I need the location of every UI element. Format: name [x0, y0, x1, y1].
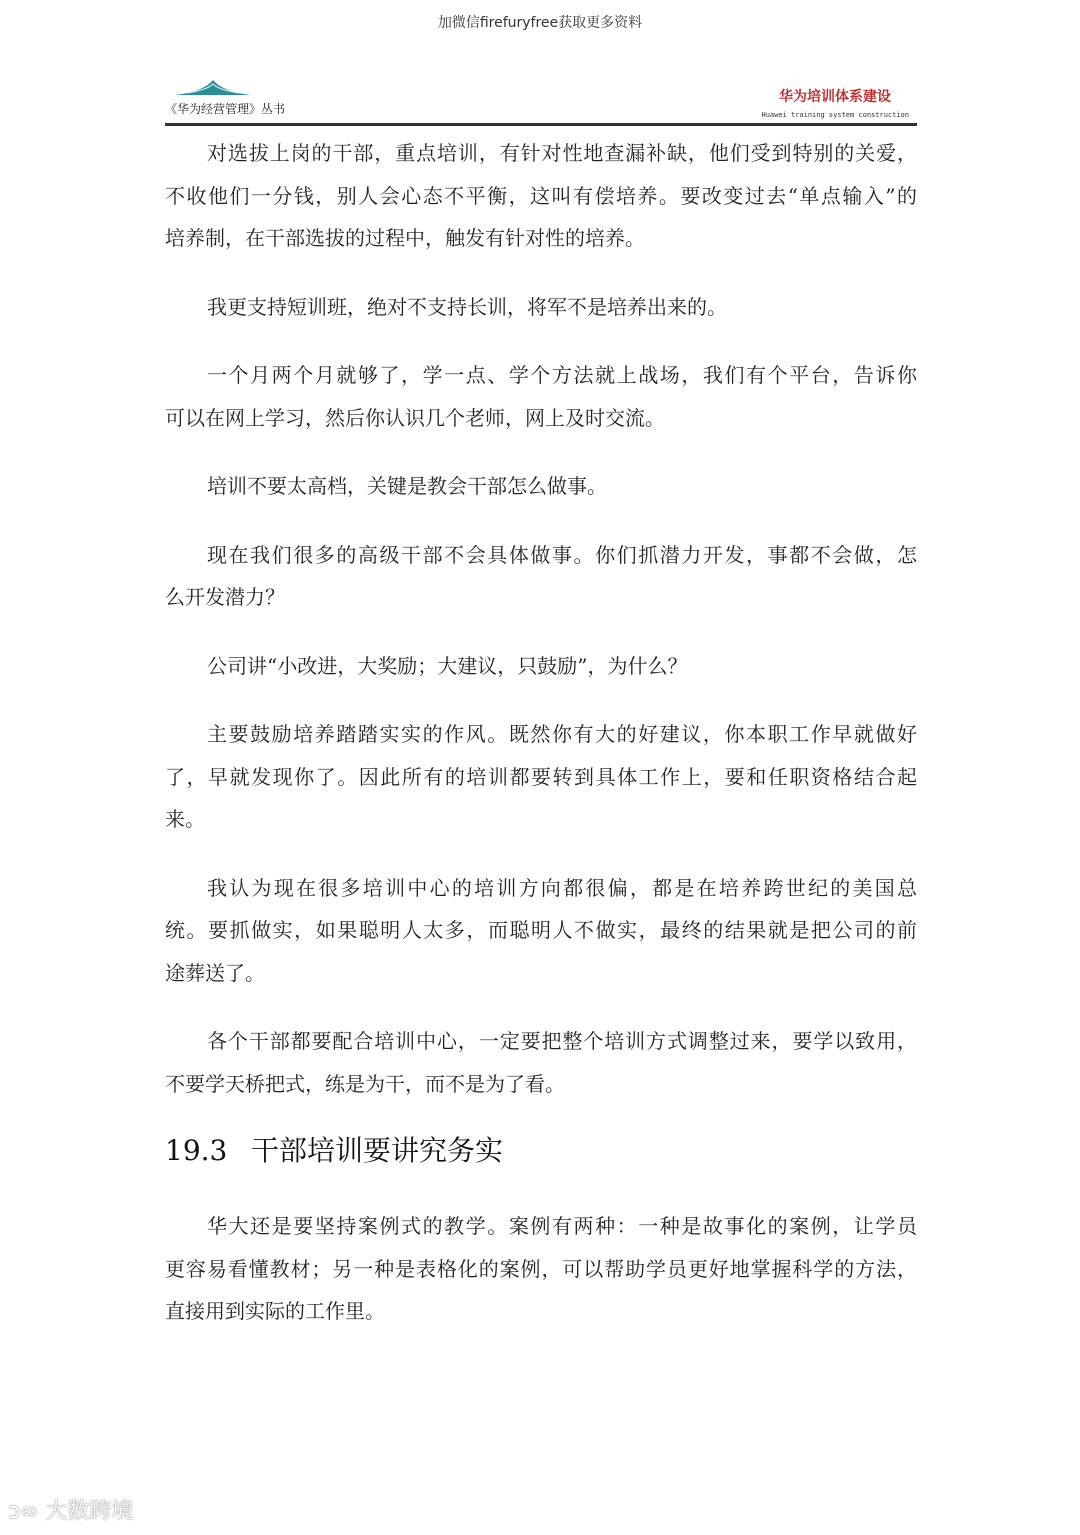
- text-line: 公司讲“小改进，大奖励；大建议，只鼓励”，为什么？: [207, 653, 688, 678]
- section-heading: [165, 1131, 917, 1171]
- text-line: 不收他们一分钱，别人会心态不平衡，这叫有偿培养。要改变过去“单点输入”的: [165, 183, 917, 208]
- paragraph: [165, 354, 917, 439]
- paragraph: [165, 645, 917, 688]
- body-text-before: [165, 132, 917, 1105]
- paragraph: [165, 1020, 917, 1105]
- page-content: [165, 132, 917, 1359]
- paragraph: [165, 1205, 917, 1333]
- page-header: [165, 78, 917, 126]
- body-text-after: [165, 1205, 917, 1333]
- paragraph: [165, 132, 917, 260]
- text-line: 我认为现在很多培训中心的培训方向都很偏，都是在培养跨世纪的美国总: [207, 875, 917, 900]
- text-line: 了，早就发现你了。因此所有的培训都要转到具体工作上，要和任职资格结合起: [165, 764, 917, 789]
- text-line: 来。: [165, 807, 205, 831]
- section-title: 干部培训要讲究务实: [251, 1134, 504, 1167]
- brand-subtitle: Huawei training system construction: [761, 111, 909, 119]
- text-line: 培训不要太高档，关键是教会干部怎么做事。: [207, 474, 607, 498]
- text-line: 么开发潜力？: [165, 585, 285, 609]
- text-line: 更容易看懂教材；另一种是表格化的案例，可以帮助学员更好地掌握科学的方法，: [165, 1256, 917, 1281]
- text-line: 各个干部都要配合培训中心，一定要把整个培训方式调整过来，要学以致用，: [207, 1029, 917, 1053]
- text-line: 对选拔上岗的干部，重点培训，有针对性地查漏补缺，他们受到特别的关爱，: [207, 141, 917, 165]
- paragraph: [165, 867, 917, 995]
- text-line: 途葬送了。: [165, 960, 265, 985]
- watermark-logo: ↄ∞ 大数跨境: [8, 1499, 134, 1524]
- text-line: 直接用到实际的工作里。: [165, 1299, 385, 1323]
- text-line: 主要鼓励培养踏踏实实的作风。既然你有大的好建议，你本职工作早就做好: [207, 722, 917, 746]
- text-line: 可以在网上学习，然后你认识几个老师，网上及时交流。: [165, 405, 665, 430]
- text-line: 华大还是要坚持案例式的教学。案例有两种：一种是故事化的案例，让学员: [207, 1214, 917, 1238]
- book-series-label: 《华为经营管理》丛书: [165, 102, 286, 116]
- text-line: 现在我们很多的高级干部不会具体做事。你们抓潜力开发，事都不会做，怎: [207, 542, 917, 567]
- brand-title: 华为培训体系建设: [779, 89, 891, 105]
- watermark-icon: ↄ∞: [8, 1499, 46, 1524]
- text-line: 培养制，在干部选拔的过程中，触发有针对性的培养。: [165, 226, 645, 250]
- text-line: 一个月两个月就够了，学一点、学个方法就上战场，我们有个平台，告诉你: [207, 363, 917, 387]
- paragraph: [165, 534, 917, 619]
- paragraph: [165, 286, 917, 329]
- section-number: 19.3: [165, 1134, 228, 1167]
- paragraph: [165, 713, 917, 841]
- text-line: 统。要抓做实，如果聪明人太多，而聪明人不做实，最终的结果就是把公司的前: [165, 918, 917, 942]
- top-note: 加微信firefuryfree获取更多资料: [437, 15, 643, 31]
- text-line: 我更支持短训班，绝对不支持长训，将军不是培养出来的。: [207, 294, 727, 319]
- mountain-logo-icon: [173, 78, 253, 98]
- text-line: 不要学天桥把式，练是为干，而不是为了看。: [165, 1071, 565, 1096]
- paragraph: [165, 465, 917, 508]
